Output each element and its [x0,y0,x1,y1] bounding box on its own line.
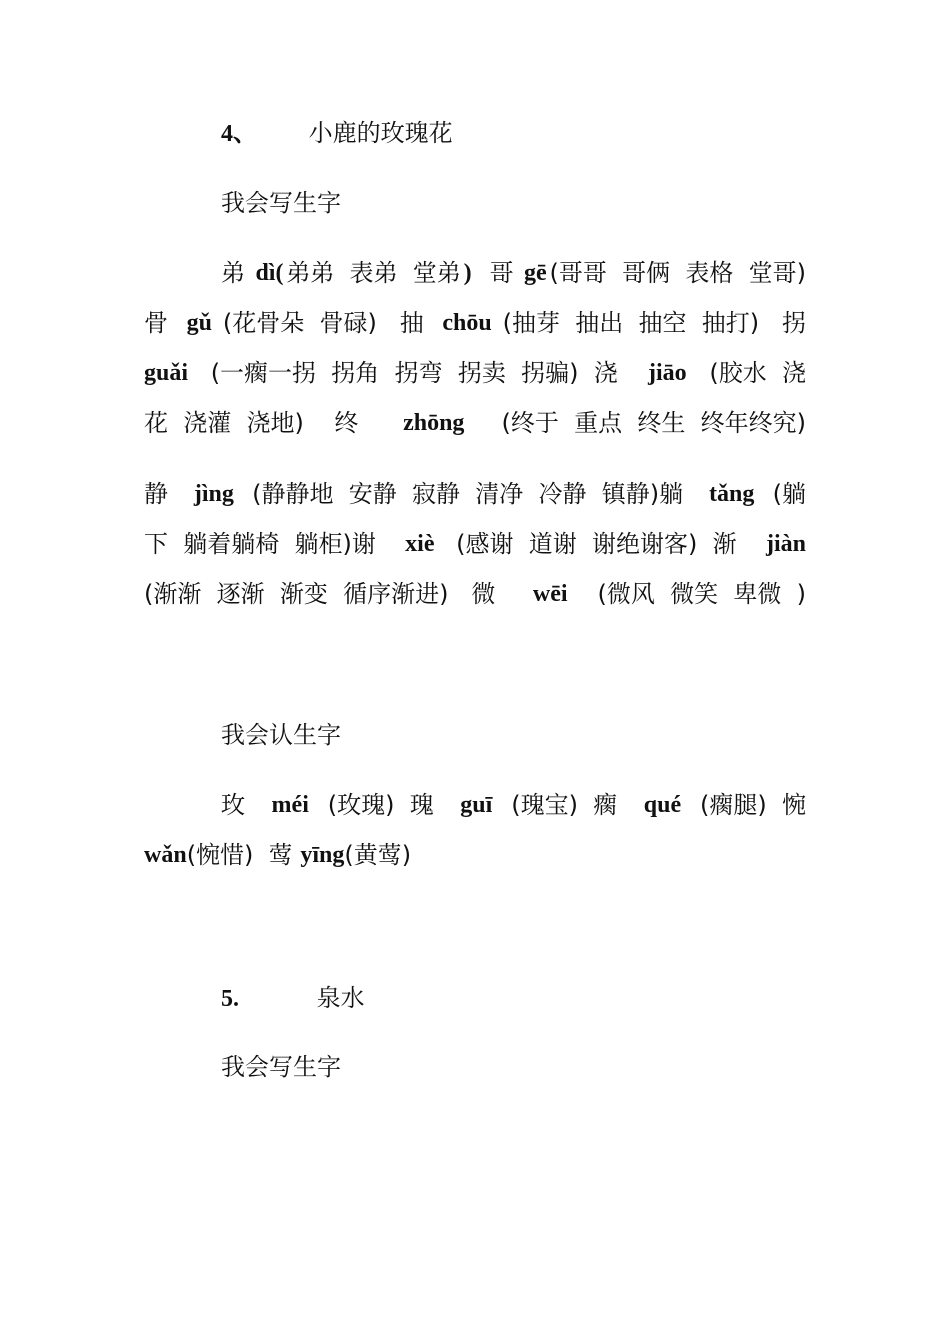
pinyin-text: zhōng [403,410,465,436]
hanzi-text: 弟 [221,259,253,287]
paragraph-line [144,358,806,388]
hanzi-text: 静 [144,480,176,508]
pinyin-text: wǎn [144,842,187,868]
pinyin-text: yīng [300,842,345,868]
pinyin-text: xiè [405,531,435,557]
lesson4-read-heading: 我会认生字 [221,721,341,749]
hanzi-text: 哥 [474,259,522,287]
hanzi-text: (静静地 安静 寂静 清净 冷静 镇静)躺 [252,480,691,508]
paragraph-line [221,258,806,288]
hanzi-text: (花骨朵 骨碌) 抽 [222,309,432,337]
pinyin-text: jiāo [648,360,687,386]
hanzi-text: 玫 [221,791,253,819]
hanzi-text: (瑰宝) 瘸 [511,791,625,819]
hanzi-text: (渐渐 逐渐 渐变 循序渐进) 微 [144,580,504,608]
paragraph-line [144,529,806,559]
hanzi-text: (玫瑰) 瑰 [327,791,442,819]
hanzi-text: (惋惜) 莺 [186,841,301,869]
paragraph-line [144,479,806,509]
hanzi-text: (感谢 道谢 谢绝谢客) 渐 [456,530,745,558]
lesson5-heading [221,983,365,1014]
pinyin-text: jìng [193,481,234,507]
pinyin-text: gē [524,260,547,286]
paragraph-line [144,408,806,438]
pinyin-text: guī [460,792,493,818]
pinyin-text: guǎi [144,360,189,386]
pinyin-text: tǎng [709,481,755,507]
hanzi-text: (一瘸一拐 拐角 拐弯 拐卖 拐骗) 浇 [210,359,626,387]
hanzi-text: (抽芽 抽出 抽空 抽打) 拐 [502,309,806,337]
hanzi-text: (终于 重点 终生 终年终究) [501,409,806,437]
pinyin-text: dì( [255,260,284,286]
pinyin-text: méi [271,792,309,818]
pinyin-text: chōu [442,310,492,336]
paragraph-line [221,790,806,820]
paragraph-line [144,579,806,609]
paragraph-line [144,308,806,338]
paragraph-line [144,840,806,870]
hanzi-text: (哥哥 哥俩 表格 堂哥) [549,259,806,287]
lesson5-number: 5. [221,986,239,1012]
pinyin-text: jiàn [765,531,806,557]
lesson5-title: 泉水 [316,984,365,1012]
lesson4-write-heading: 我会写生字 [221,189,341,217]
lesson4-number: 4、 [221,121,257,147]
hanzi-text: (微风 微笑 卑微 ) [597,580,806,608]
pinyin-text: qué [643,792,682,818]
pinyin-text: gǔ [186,310,212,336]
hanzi-text: (瘸腿) 惋 [700,791,806,819]
pinyin-text: ) [463,260,472,286]
hanzi-text: (黄莺) [344,841,412,869]
lesson4-heading [221,118,453,149]
hanzi-text: 花 浇灌 浇地) 终 [144,409,367,437]
hanzi-text: 下 躺着躺椅 躺柜)谢 [144,530,384,558]
hanzi-text: (躺 [772,480,806,508]
hanzi-text: 弟弟 表弟 堂弟 [286,259,461,287]
lesson4-title: 小鹿的玫瑰花 [308,119,453,147]
pinyin-text: wēi [532,581,568,607]
hanzi-text: (胶水 浇 [709,359,806,387]
hanzi-text: 骨 [144,309,176,337]
lesson5-write-heading: 我会写生字 [221,1053,341,1081]
